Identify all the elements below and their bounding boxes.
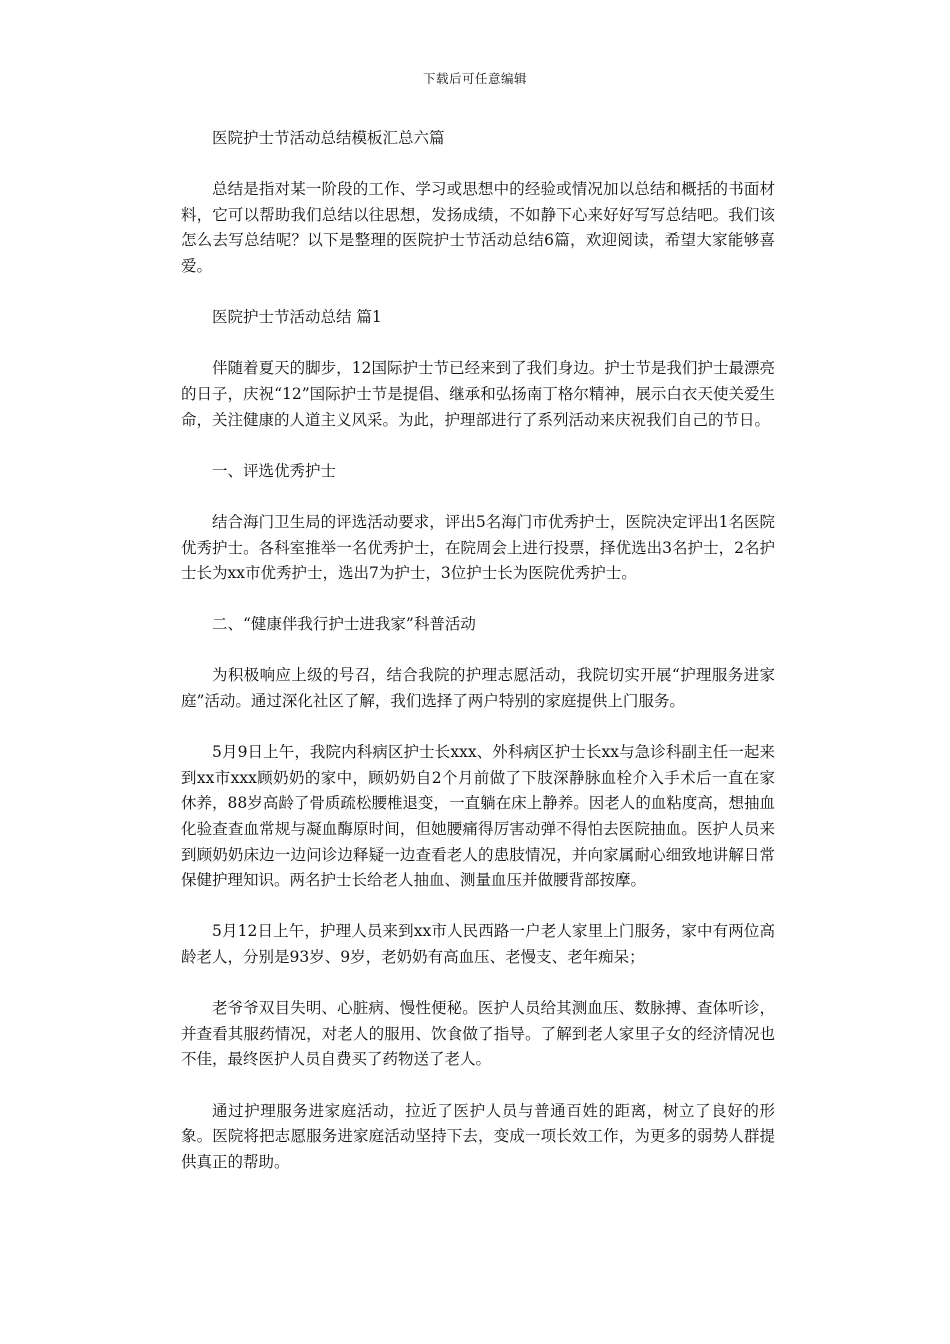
paragraph-4: 5月9日上午，我院内科病区护士长xxx、外科病区护士长xx与急诊科副主任一起来到xx市xxx顾奶奶的家中，顾奶奶自2个月前做了下肢深静脉血栓介入手术后一直在家休养，88岁高龄了骨质疏松腰椎退变，一直躺在床上静养。因老人的血粘度高，想抽血化验查查血常规与凝血酶原时间，但她腰痛得厉害动弹不得怕去医院抽血。医护人员来到顾奶奶床边一边问诊边释疑一边查看老人的患肢情况，并向家属耐心细致地讲解日常保健护理知识。两名护士长给老人抽血、测量血压并做腰背部按摩。 bbox=[181, 743, 775, 890]
paragraph-1: 伴随着夏天的脚步，12国际护士节已经来到了我们身边。护士节是我们护士最漂亮的日子，庆祝“12”国际护士节是提倡、继承和弘扬南丁格尔精神，展示白衣天使关爱生命，关注健康的人道主义风采。为此，护理部进行了系列活动来庆祝我们自己的节日。 bbox=[181, 359, 775, 429]
paragraph-3: 为积极响应上级的号召，结合我院的护理志愿活动，我院切实开展“护理服务进家庭”活动。通过深化社区了解，我们选择了两户特别的家庭提供上门服务。 bbox=[181, 666, 775, 711]
paragraph-2: 结合海门卫生局的评选活动要求，评出5名海门市优秀护士，医院决定评出1名医院优秀护士。各科室推举一名优秀护士，在院周会上进行投票，择优选出3名护士，2名护士长为xx市优秀护士，选出7为护士，3位护士长为医院优秀护士。 bbox=[181, 512, 775, 583]
subheading-2: 二、“健康伴我行护士进我家”科普活动 bbox=[212, 615, 476, 634]
header-note: 下载后可任意编辑 bbox=[422, 71, 527, 86]
paragraph-6: 老爷爷双目失明、心脏病、慢性便秘。医护人员给其测血压、数脉搏、查体听诊，并查看其服药情况，对老人的服用、饮食做了指导。了解到老人家里子女的经济情况也不佳，最终医护人员自费买了药物送了老人。 bbox=[181, 999, 775, 1069]
section-title: 医院护士节活动总结 篇1 bbox=[212, 308, 382, 327]
intro-paragraph: 总结是指对某一阶段的工作、学习或思想中的经验或情况加以总结和概括的书面材料，它可以帮助我们总结以往思想，发扬成绩，不如静下心来好好写写总结吧。我们该怎么去写总结呢？以下是整理的医院护士节活动总结6篇，欢迎阅读，希望大家能够喜爱。 bbox=[181, 180, 775, 275]
document-title: 医院护士节活动总结模板汇总六篇 bbox=[212, 129, 445, 147]
paragraph-5: 5月12日上午，护理人员来到xx市人民西路一户老人家里上门服务，家中有两位高龄老人，分别是93岁、9岁，老奶奶有高血压、老慢支、老年痴呆； bbox=[181, 922, 775, 966]
document-body bbox=[181, 126, 775, 1175]
paragraph-7: 通过护理服务进家庭活动，拉近了医护人员与普通百姓的距离，树立了良好的形象。医院将把志愿服务进家庭活动坚持下去，变成一项长效工作，为更多的弱势人群提供真正的帮助。 bbox=[181, 1101, 775, 1171]
subheading-1: 一、评选优秀护士 bbox=[212, 461, 337, 480]
